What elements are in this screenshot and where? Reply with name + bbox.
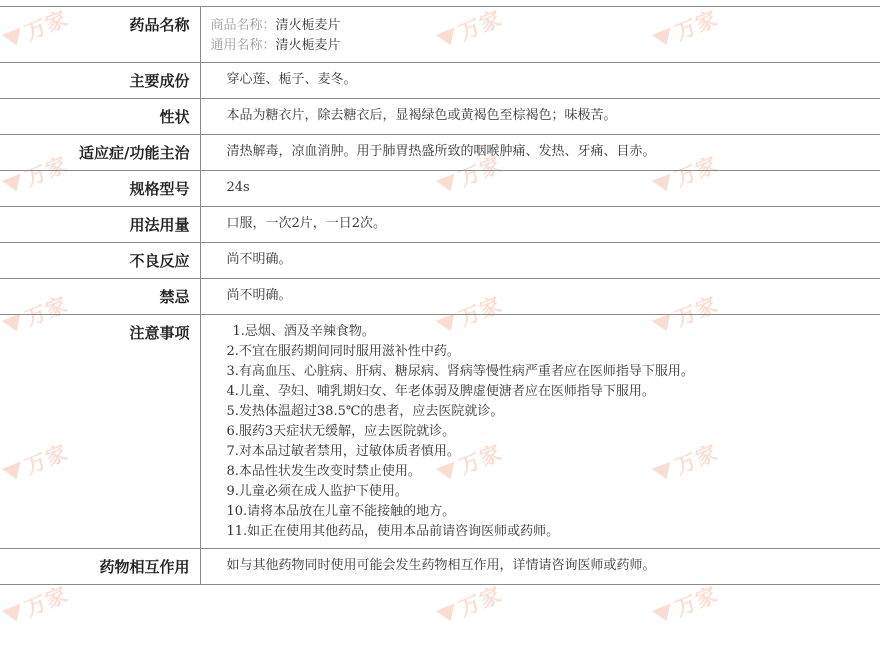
watermark: 万家 [649, 289, 722, 342]
generic-name-line [211, 36, 871, 56]
list-item: 10.请将本品放在儿童不能接触的地方。 [226, 504, 456, 519]
value-contraindications: 尚不明确。 [200, 279, 880, 315]
row-spec [0, 171, 880, 207]
list-item: 8.本品性状发生改变时禁止使用。 [226, 464, 421, 479]
list-item: 4.儿童、孕妇、哺乳期妇女、年老体弱及脾虚便溏者应在医师指导下服用。 [226, 384, 655, 399]
value-adverse-reactions: 尚不明确。 [200, 243, 880, 279]
label-adverse-reactions: 不良反应 [0, 243, 200, 279]
watermark: 万家 [0, 3, 72, 56]
watermark: 万家 [433, 3, 506, 56]
generic-name-key: 通用名称： [210, 38, 276, 53]
row-adverse-reactions [0, 243, 880, 279]
label-indications: 适应症/功能主治 [0, 135, 200, 171]
label-drug-interactions: 药物相互作用 [0, 549, 200, 585]
precautions-list [227, 322, 871, 542]
label-ingredients: 主要成份 [0, 63, 200, 99]
row-character [0, 99, 880, 135]
label-contraindications: 禁忌 [0, 279, 200, 315]
list-item: 9.儿童必须在成人监护下使用。 [226, 484, 408, 499]
list-item: 6.服药3天症状无缓解，应去医院就诊。 [226, 424, 456, 439]
list-item: 1.忌烟、酒及辛辣食物。 [232, 324, 375, 339]
value-dosage: 口服，一次2片，一日2次。 [200, 207, 880, 243]
value-drug-name [200, 7, 880, 63]
value-precautions [200, 315, 880, 549]
list-item: 2.不宜在服药期间同时服用滋补性中药。 [226, 344, 460, 359]
drug-info-table [0, 6, 880, 585]
watermark: 万家 [433, 579, 506, 632]
trade-name-line [211, 16, 871, 36]
row-drug-interactions [0, 549, 880, 585]
watermark: 万家 [433, 437, 506, 490]
label-character: 性状 [0, 99, 200, 135]
watermark: 万家 [0, 579, 72, 632]
trade-name-value: 清火栀麦片 [275, 18, 341, 33]
list-item: 11.如正在使用其他药品，使用本品前请咨询医师或药师。 [226, 524, 560, 539]
value-spec: 24s [200, 171, 880, 207]
watermark: 万家 [649, 3, 722, 56]
watermark-logo-icon [1, 602, 26, 626]
row-drug-name [0, 7, 880, 63]
watermark: 万家 [433, 289, 506, 342]
row-precautions [0, 315, 880, 549]
label-spec: 规格型号 [0, 171, 200, 207]
row-contraindications [0, 279, 880, 315]
row-dosage [0, 207, 880, 243]
watermark: 万家 [0, 437, 72, 490]
watermark-logo-icon [651, 602, 676, 626]
label-drug-name: 药品名称 [0, 7, 200, 63]
list-item: 3.有高血压、心脏病、肝病、糖尿病、肾病等慢性病严重者应在医师指导下服用。 [226, 364, 694, 379]
row-ingredients [0, 63, 880, 99]
value-drug-interactions: 如与其他药物同时使用可能会发生药物相互作用，详情请咨询医师或药师。 [200, 549, 880, 585]
trade-name-key: 商品名称： [210, 18, 276, 33]
row-indications [0, 135, 880, 171]
watermark: 万家 [433, 149, 506, 202]
watermark: 万家 [649, 437, 722, 490]
watermark: 万家 [0, 289, 72, 342]
label-precautions: 注意事项 [0, 315, 200, 549]
watermark-logo-icon [435, 602, 460, 626]
watermark: 万家 [649, 579, 722, 632]
watermark: 万家 [0, 149, 72, 202]
list-item: 5.发热体温超过38.5℃的患者，应去医院就诊。 [226, 404, 504, 419]
label-dosage: 用法用量 [0, 207, 200, 243]
watermark: 万家 [649, 149, 722, 202]
value-ingredients: 穿心莲、栀子、麦冬。 [200, 63, 880, 99]
list-item: 7.对本品过敏者禁用，过敏体质者慎用。 [226, 444, 460, 459]
value-indications: 清热解毒，凉血消肿。用于肺胃热盛所致的咽喉肿痛、发热、牙痛、目赤。 [200, 135, 880, 171]
generic-name-value: 清火栀麦片 [275, 38, 341, 53]
value-character: 本品为糖衣片，除去糖衣后，显褐绿色或黄褐色至棕褐色；味极苦。 [200, 99, 880, 135]
